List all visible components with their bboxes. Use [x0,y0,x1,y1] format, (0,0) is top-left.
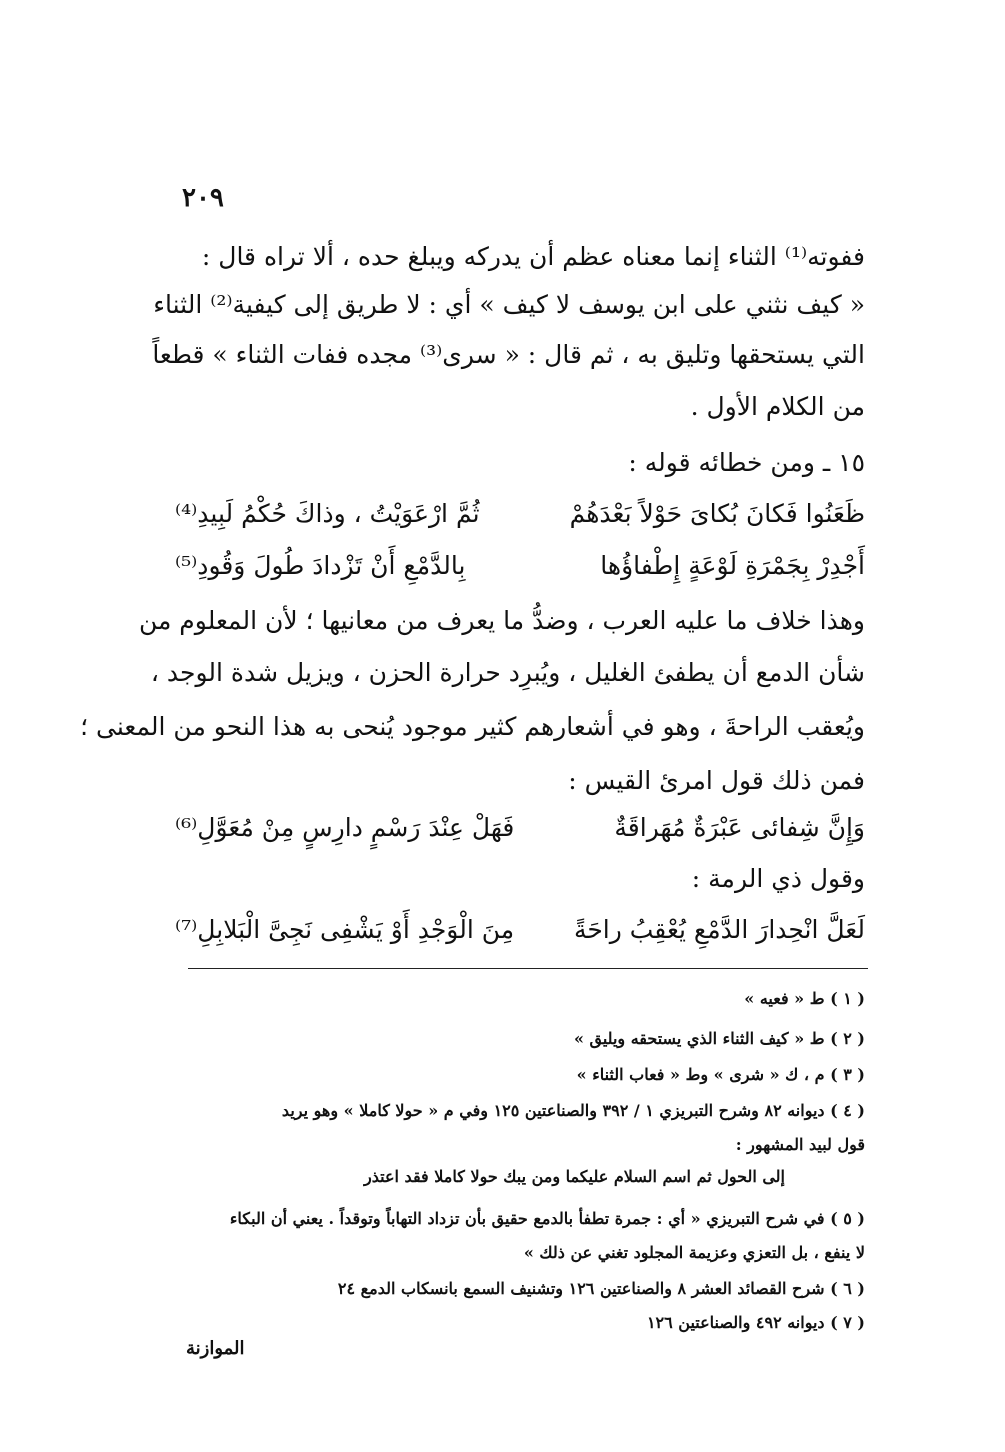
footnote-continuation: لا ينفع ، بل التعزي وعزيمة المجلود تغني عن ذلك » [523,1243,865,1262]
footnote: ( ٦ ) شرح القصائد العشر ٨ والصناعتين ١٢٦ وتشنيف السمع بانسكاب الدمع ٢٤ [337,1279,865,1298]
footnote: ( ١ ) ط « فعيه » [744,989,865,1008]
footnote-continuation: قول لبيد المشهور : [735,1135,865,1154]
verse-line [175,808,865,848]
verse-second-hemistich: فَهَلْ عِنْدَ رَسْمٍ دارِسٍ مِنْ مُعَوَّلِ⁽⁶⁾ [175,813,515,842]
text-line: فمن ذلك قول امرئ القيس : [568,766,865,795]
verse-first-hemistich: ظَعَنُوا فَكانَ بُكاىَ حَوْلاً بَعْدَهُمْ [569,499,865,528]
verse-line [175,910,865,950]
verse-intro: وقول ذي الرمة : [691,864,865,893]
footnote: ( ٤ ) ديوانه ٨٢ وشرح التبريزي ١ / ٣٩٢ والصناعتين ١٢٥ وفي م « حولا كاملا » وهو يريد [281,1101,865,1120]
text-line: ففوته⁽¹⁾ الثناء إنما معناه عظم أن يدركه ويبلغ حده ، ألا تراه قال : [201,242,865,271]
footnote: ( ٢ ) ط « كيف الثناء الذي يستحقه ويليق » [573,1029,865,1048]
verse-first-hemistich: وَإِنَّ شِفائى عَبْرَةٌ مُهَراقَةٌ [614,813,865,842]
verse-line [175,494,865,534]
verse-second-hemistich: مِنَ الْوَجْدِ أَوْ يَشْفِى نَجِىَّ الْبَلابِلِ⁽⁷⁾ [175,915,515,944]
footnote: ( ٥ ) في شرح التبريزي « أي : جمرة تطفأ بالدمع حقيق بأن تزداد التهاباً وتوقداً . يعني أن البكاء [229,1209,865,1228]
text-line: شأن الدمع أن يطفئ الغليل ، ويُبرِد حرارة الحزن ، ويزيل شدة الوجد ، [150,658,865,687]
verse-first-hemistich: أَجْدِرْ بِجَمْرَةِ لَوْعَةٍ إِطْفاؤُها [600,551,865,580]
text-line: وهذا خلاف ما عليه العرب ، وضدُّ ما يعرف من معانيها ؛ لأن المعلوم من [138,606,865,635]
text-line: ويُعقب الراحةَ ، وهو في أشعارهم كثير موجود يُنحى به هذا النحو من المعنى ؛ [80,712,865,741]
footnote: ( ٣ ) م ، ك « شرى » وط « فعاب الثناء » [576,1065,865,1084]
footnote-verse: إلى الحول ثم اسم السلام عليكما ومن يبك حولا كاملا فقد اعتذر [364,1167,785,1186]
page-number: ٢٠٩ [182,183,224,213]
signature-mark: الموازنة [186,1338,245,1359]
section-heading: ١٥ ـ ومن خطائه قوله : [628,448,865,477]
text-line: « كيف نثني على ابن يوسف لا كيف » أي : لا طريق إلى كيفية⁽²⁾ الثناء [153,290,865,319]
text-line: التي يستحقها وتليق به ، ثم قال : « سرى⁽³⁾ مجده ففات الثناء » قطعاً [152,340,865,369]
verse-first-hemistich: لَعَلَّ انْحِدارَ الدَّمْعِ يُعْقِبُ راحَةً [573,915,865,944]
verse-second-hemistich: بِالدَّمْعِ أَنْ تَزْدادَ طُولَ وَقُودِ⁽⁵⁾ [175,551,466,580]
text-line: من الكلام الأول . [690,392,865,421]
verse-second-hemistich: ثُمَّ ارْعَوَيْتُ ، وذاكَ حُكْمُ لَبِيدِ⁽⁴⁾ [175,499,480,528]
footnote-divider [188,968,868,969]
footnote: ( ٧ ) ديوانه ٤٩٢ والصناعتين ١٢٦ [646,1313,865,1332]
verse-line [175,546,865,586]
